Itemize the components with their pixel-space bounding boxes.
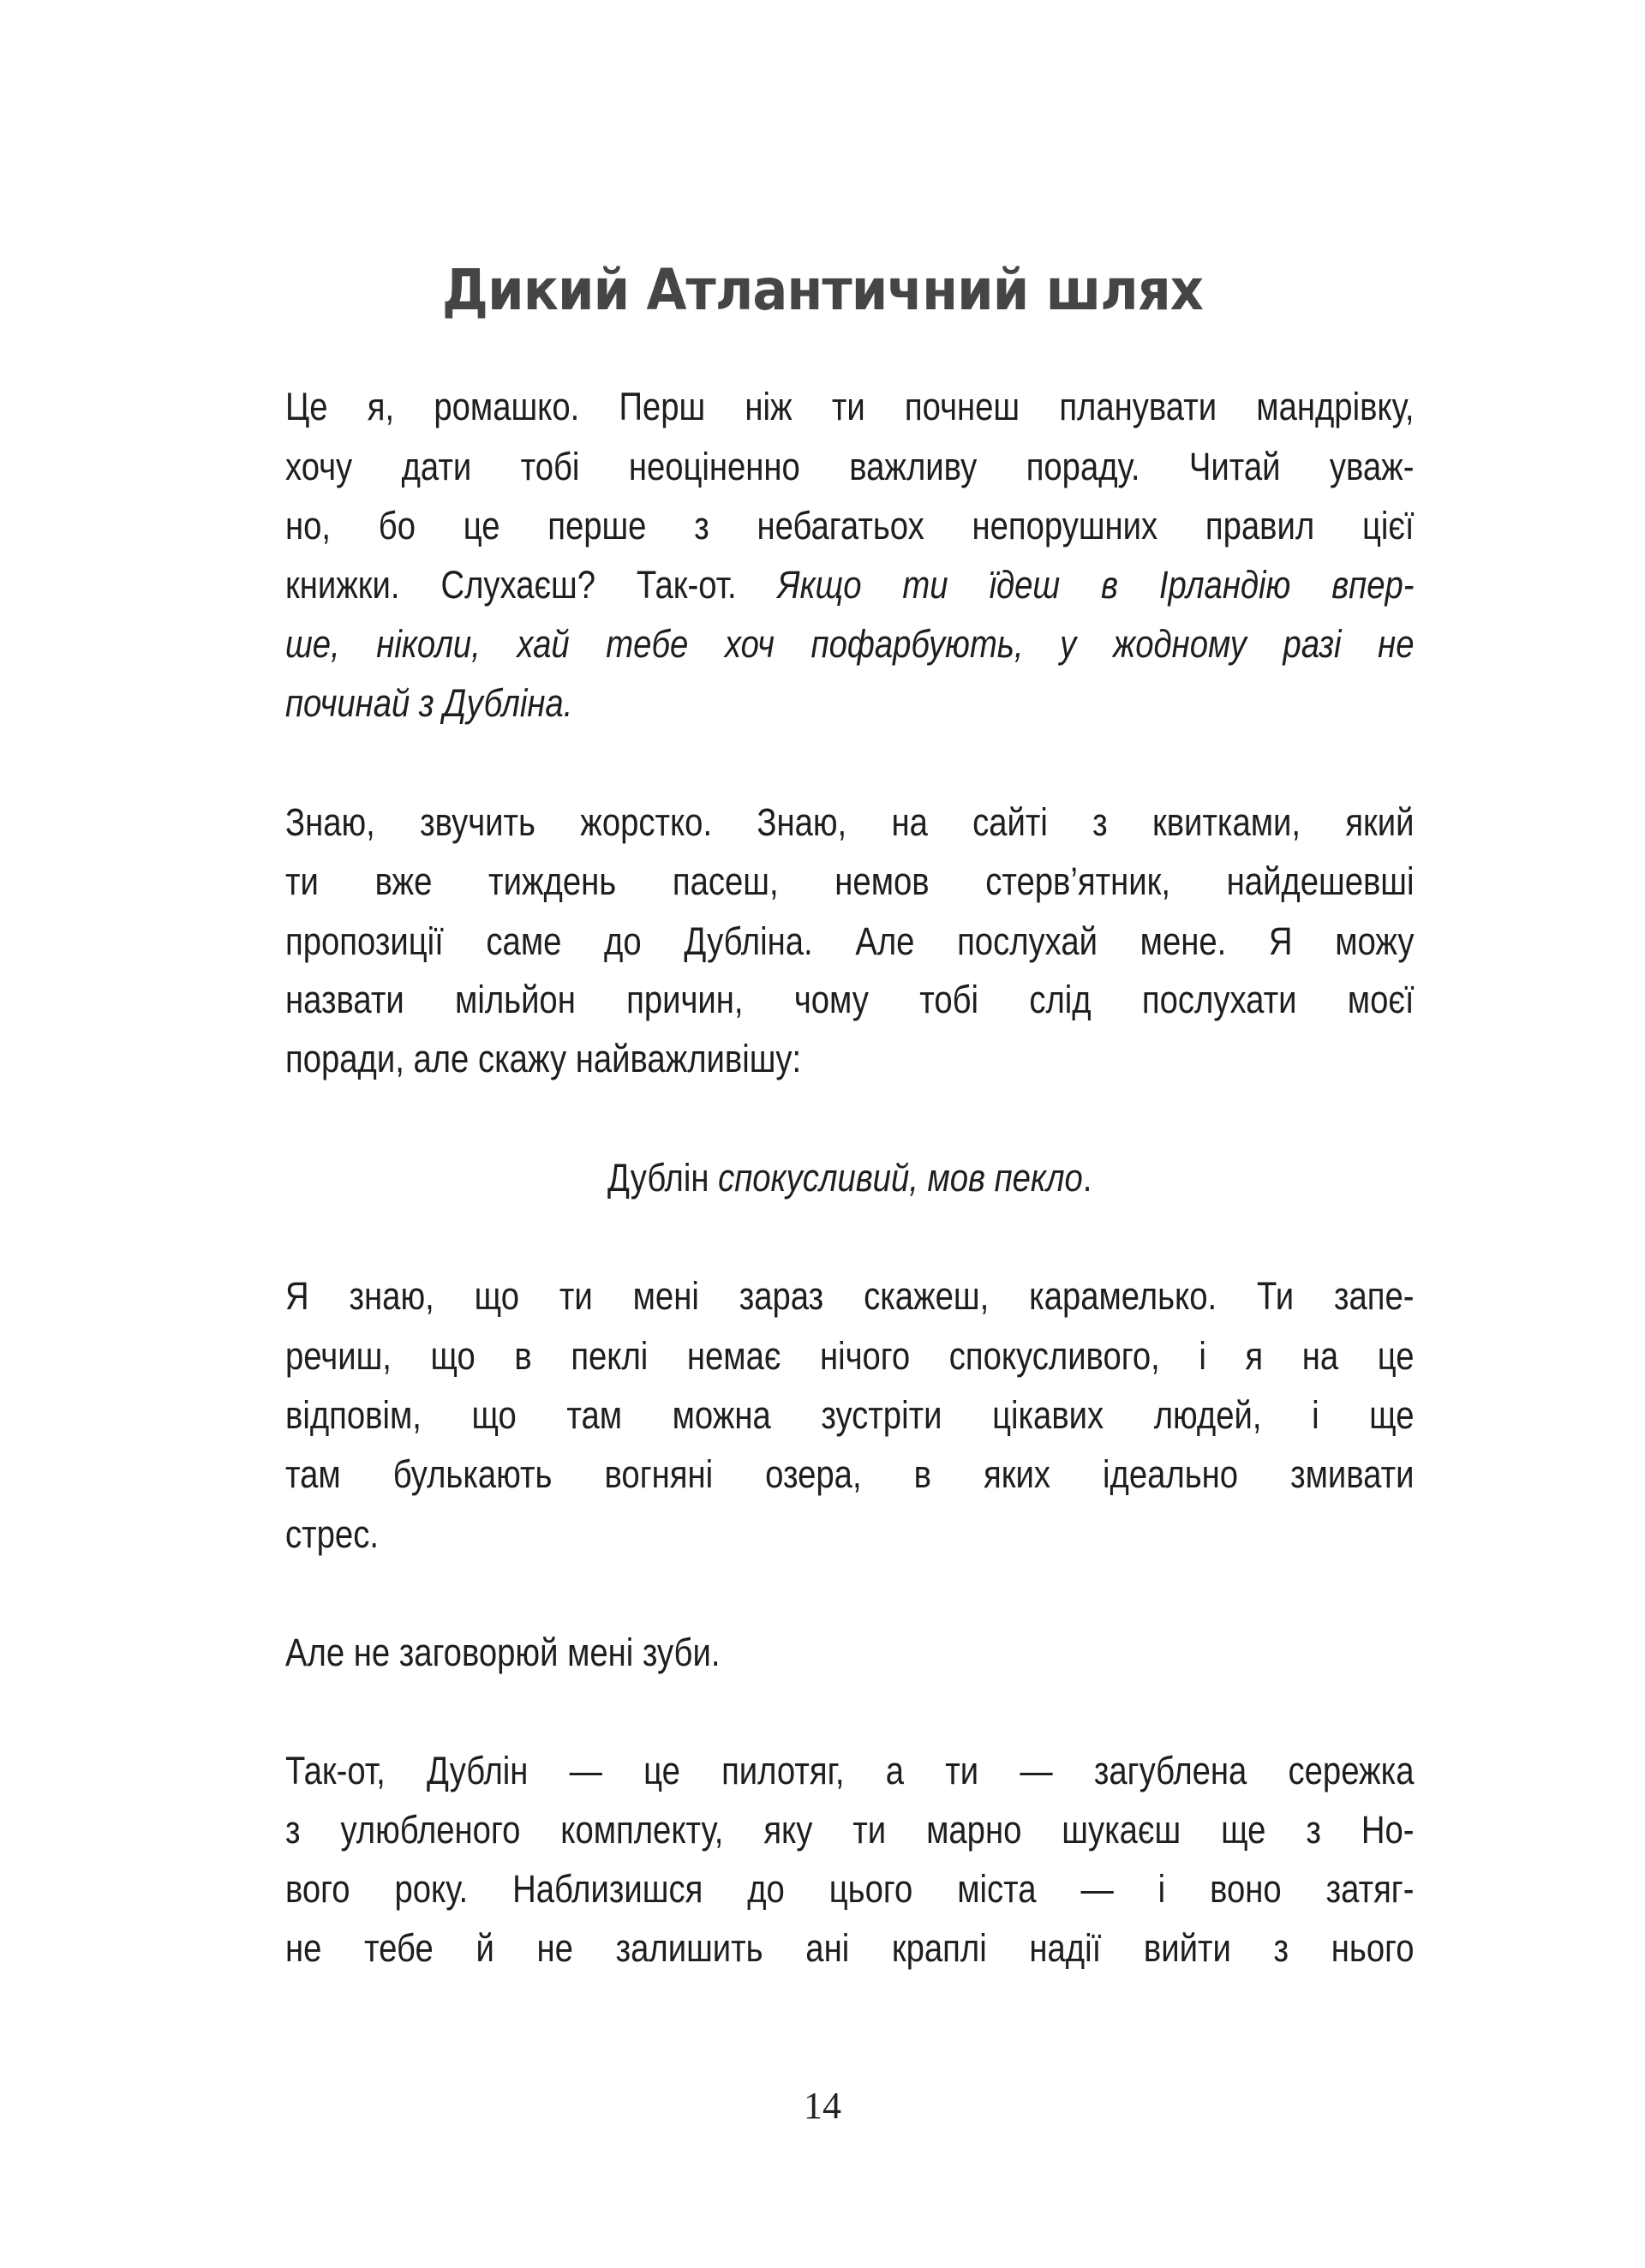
text-line xyxy=(285,1865,1415,1913)
text-segment: книжки. Слухаєш? Так-от. xyxy=(285,563,778,607)
text-segment: но, бо це перше з небагатьох непорушних правил цієї xyxy=(285,504,1415,548)
text-segment: речиш, що в пеклі немає нічого спокусливого, і я на це xyxy=(285,1334,1415,1378)
text-line xyxy=(285,1747,1415,1795)
text-line xyxy=(285,976,1415,1024)
text-line xyxy=(285,799,1415,847)
text-segment: Але не заговорюй мені зуби. xyxy=(285,1631,721,1674)
text-segment: не тебе й не залишить ані краплі надії вийти з нього xyxy=(285,1926,1415,1970)
text-line xyxy=(285,679,1415,727)
italic-text: починай з Дубліна. xyxy=(285,681,573,725)
text-segment: хочу дати тобі неоціненно важливу пораду. Читай уваж- xyxy=(285,445,1415,488)
text-line xyxy=(285,1272,1415,1320)
text-line xyxy=(285,918,1415,966)
text-line xyxy=(285,1511,1415,1559)
page-number: 14 xyxy=(804,2085,841,2127)
text-segment: Це я, ромашко. Перш ніж ти почнеш планувати мандрівку, xyxy=(285,385,1415,428)
text-line xyxy=(285,1806,1415,1854)
text-line xyxy=(285,1332,1415,1380)
text-line xyxy=(285,1035,1415,1083)
chapter-title: Дикий Атлантичний шлях xyxy=(441,257,1204,323)
text-line xyxy=(285,1924,1415,1972)
text-segment: там булькають вогняні озера, в яких ідеально змивати xyxy=(285,1452,1415,1496)
italic-text: ше, ніколи, хай тебе хоч пофарбують, у жодному разі не xyxy=(285,622,1415,666)
text-segment: стрес. xyxy=(285,1512,379,1556)
text-line xyxy=(285,1629,1415,1677)
text-segment: вого року. Наблизишся до цього міста — і воно затяг- xyxy=(285,1867,1415,1911)
text-line xyxy=(285,561,1415,609)
text-segment: пропозиції саме до Дубліна. Але послухай мене. Я можу xyxy=(285,919,1415,963)
text-line xyxy=(285,443,1415,491)
text-line xyxy=(285,502,1415,550)
italic-text: Якщо ти їдеш в Ірландію впер- xyxy=(777,563,1415,607)
text-segment: Дублін xyxy=(607,1156,719,1200)
text-line xyxy=(285,620,1415,668)
text-line xyxy=(285,858,1415,906)
text-segment: назвати мільйон причин, чому тобі слід послухати моєї xyxy=(285,978,1415,1021)
text-line xyxy=(285,1391,1415,1439)
text-line xyxy=(285,1154,1415,1202)
text-segment: Так-от, Дублін — це пилотяг, а ти — загублена сережка xyxy=(285,1749,1415,1792)
text-segment: . xyxy=(1082,1156,1092,1200)
text-segment: з улюбленого комплекту, яку ти марно шукаєш ще з Но- xyxy=(285,1808,1415,1852)
text-segment: Знаю, звучить жорстко. Знаю, на сайті з квитками, який xyxy=(285,800,1415,844)
text-line xyxy=(285,1451,1415,1499)
text-segment: ти вже тиждень пасеш, немов стерв’ятник, найдешевші xyxy=(285,859,1415,903)
text-segment: відповім, що там можна зустріти цікавих людей, і ще xyxy=(285,1393,1415,1437)
text-line xyxy=(285,383,1415,431)
text-segment: Я знаю, що ти мені зараз скажеш, карамелько. Ти запе- xyxy=(285,1274,1415,1318)
text-segment: поради, але скажу найважливішу: xyxy=(285,1037,802,1080)
italic-text: спокусливий, мов пекло xyxy=(718,1156,1083,1200)
